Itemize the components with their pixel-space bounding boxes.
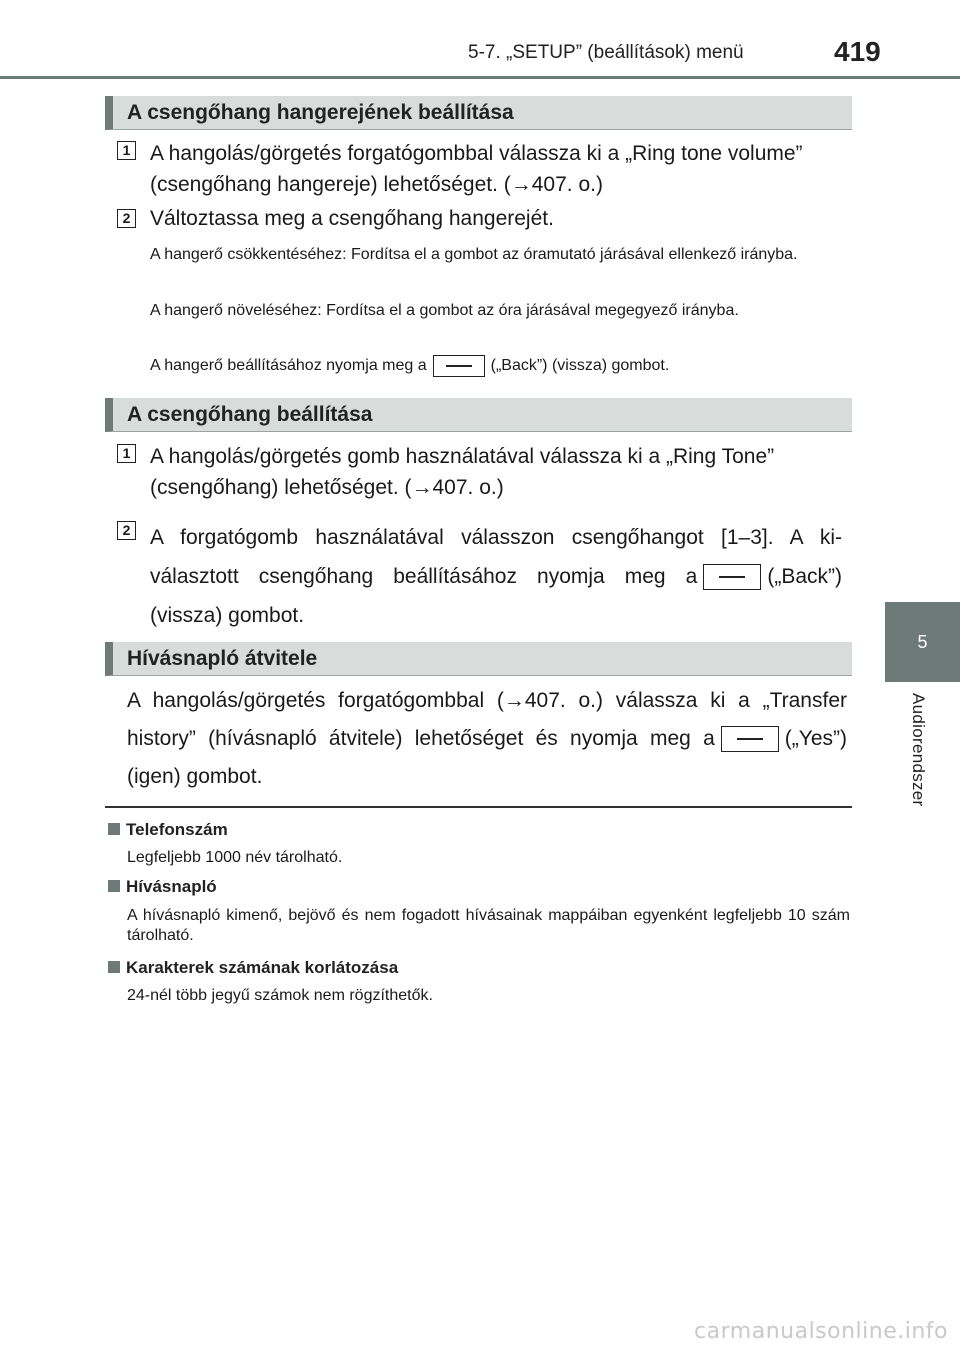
step-number: 2 <box>117 209 136 228</box>
section-title-ringtone-volume: A csengőhang hangerejének beállítása <box>105 96 852 130</box>
step-text: Változtassa meg a csengőhang hangerejét. <box>150 207 554 230</box>
back-button-icon <box>433 355 485 377</box>
square-bullet-icon <box>108 823 120 835</box>
section-divider <box>105 806 852 808</box>
confirm-prefix: A hangerő beállításához nyomja meg a <box>150 357 427 375</box>
body-text-after: („Yes”) (igen) gombot. <box>127 727 847 788</box>
step-number: 1 <box>117 444 136 463</box>
confirm-instruction <box>150 355 848 377</box>
back-button-icon <box>703 564 761 590</box>
header-rule <box>0 76 960 79</box>
chapter-tab <box>885 602 960 682</box>
section-title-call-history-transfer: Hívásnapló átvitele <box>105 642 852 676</box>
sub-note: A hangerő csökkentéséhez: Fordítsa el a gombot az óramutató járásával ellenkező irányba. <box>150 246 798 263</box>
section-title-ringtone: A csengőhang beállítása <box>105 398 852 432</box>
step-number: 1 <box>117 141 136 160</box>
sub-note: A hangerő növeléséhez: Fordítsa el a gombot az óra járásával megegyező irányba. <box>150 302 739 319</box>
note-body: Legfeljebb 1000 név tárolható. <box>127 849 343 866</box>
body-text-before: A hangolás/görgetés forgatógombbal (→407. o.) válassza ki a „Transfer history” (hívásnapló átvitele) lehetőséget és nyomja meg a <box>127 689 847 750</box>
step-number: 2 <box>117 521 136 540</box>
step-text: A hangolás/görgetés gomb használatával válassza ki a „Ring Tone” (csengőhang) lehetőséget. (→407. o.) <box>150 445 775 499</box>
note-heading: Telefonszám <box>108 820 228 840</box>
chapter-tab-number: 5 <box>917 631 928 652</box>
note-body: 24-nél több jegyű számok nem rögzíthetők. <box>127 987 433 1004</box>
chapter-title: 5-7. „SETUP” (beállítások) menü <box>468 42 744 63</box>
section-body <box>127 682 847 796</box>
step-text: A hangolás/görgetés forgatógombbal válassza ki a „Ring tone volume” (csengőhang hangereje) lehetőséget. (→407. o.) <box>150 142 803 196</box>
note-body: A hívásnapló kimenő, bejövő és nem fogadott hívásainak mappáiban egyenként legfeljebb 10 szám tárolható. <box>127 907 850 944</box>
step-text-before: A forgatógomb használatával válasszon csengőhangot [1–3]. A kiválasztott csengőhang beállításához nyomja meg a <box>150 526 842 588</box>
note-heading: Hívásnapló <box>108 877 217 897</box>
step-text <box>150 518 842 635</box>
confirm-suffix: („Back”) (vissza) gombot. <box>490 357 670 375</box>
page-number: 419 <box>834 36 881 67</box>
chapter-tab-label: Audiorendszer <box>909 693 928 807</box>
step-text-after: („Back”) (vissza) gombot. <box>150 565 842 627</box>
note-heading: Karakterek számának korlátozása <box>108 958 398 978</box>
square-bullet-icon <box>108 961 120 973</box>
yes-button-icon <box>721 726 779 752</box>
square-bullet-icon <box>108 880 120 892</box>
watermark: carmanualsonline.info <box>694 1319 948 1344</box>
